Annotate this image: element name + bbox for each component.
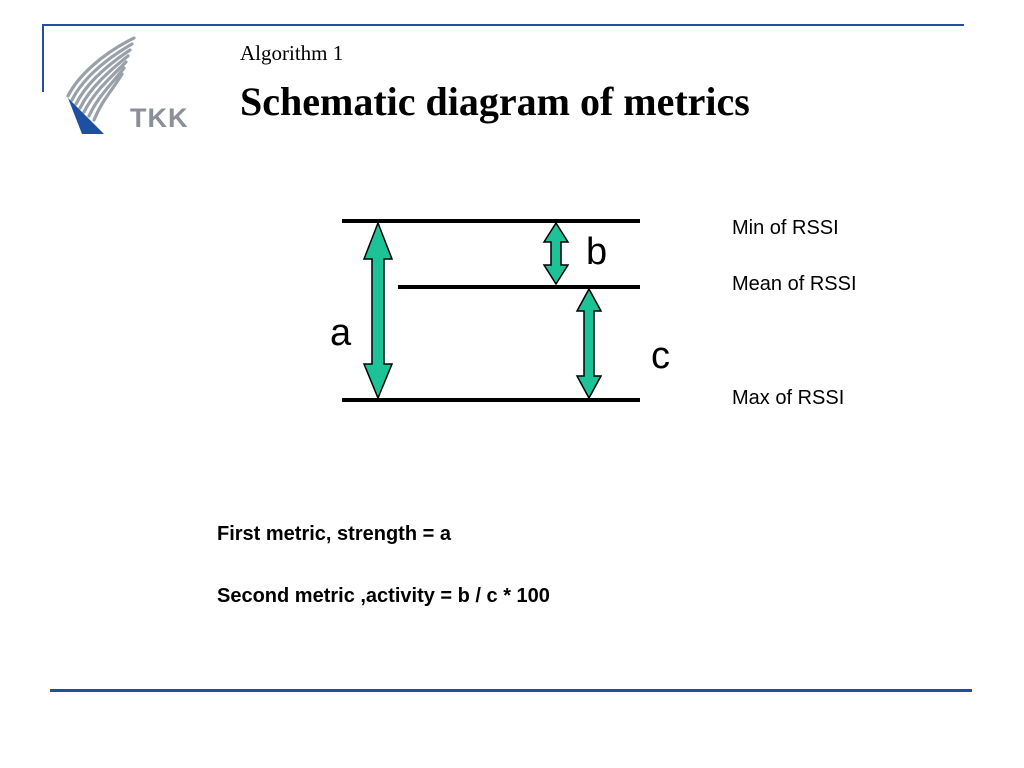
arrow-a [364, 223, 392, 398]
second-metric-formula: Second metric ,activity = b / c * 100 [217, 585, 550, 607]
logo-text: TKK [130, 103, 189, 133]
min-rssi-label: Min of RSSI [732, 217, 839, 239]
max-rssi-label: Max of RSSI [732, 387, 845, 409]
label-b: b [586, 231, 608, 273]
mean-rssi-label: Mean of RSSI [732, 273, 857, 295]
slide-subtitle: Algorithm 1 [240, 41, 344, 65]
footer-rule [50, 689, 972, 692]
arrow-c [577, 289, 601, 398]
arrow-b [544, 223, 568, 284]
label-a: a [330, 312, 352, 354]
slide-title: Schematic diagram of metrics [240, 79, 750, 124]
first-metric-formula: First metric, strength = a [217, 523, 451, 545]
label-c: c [651, 335, 670, 377]
